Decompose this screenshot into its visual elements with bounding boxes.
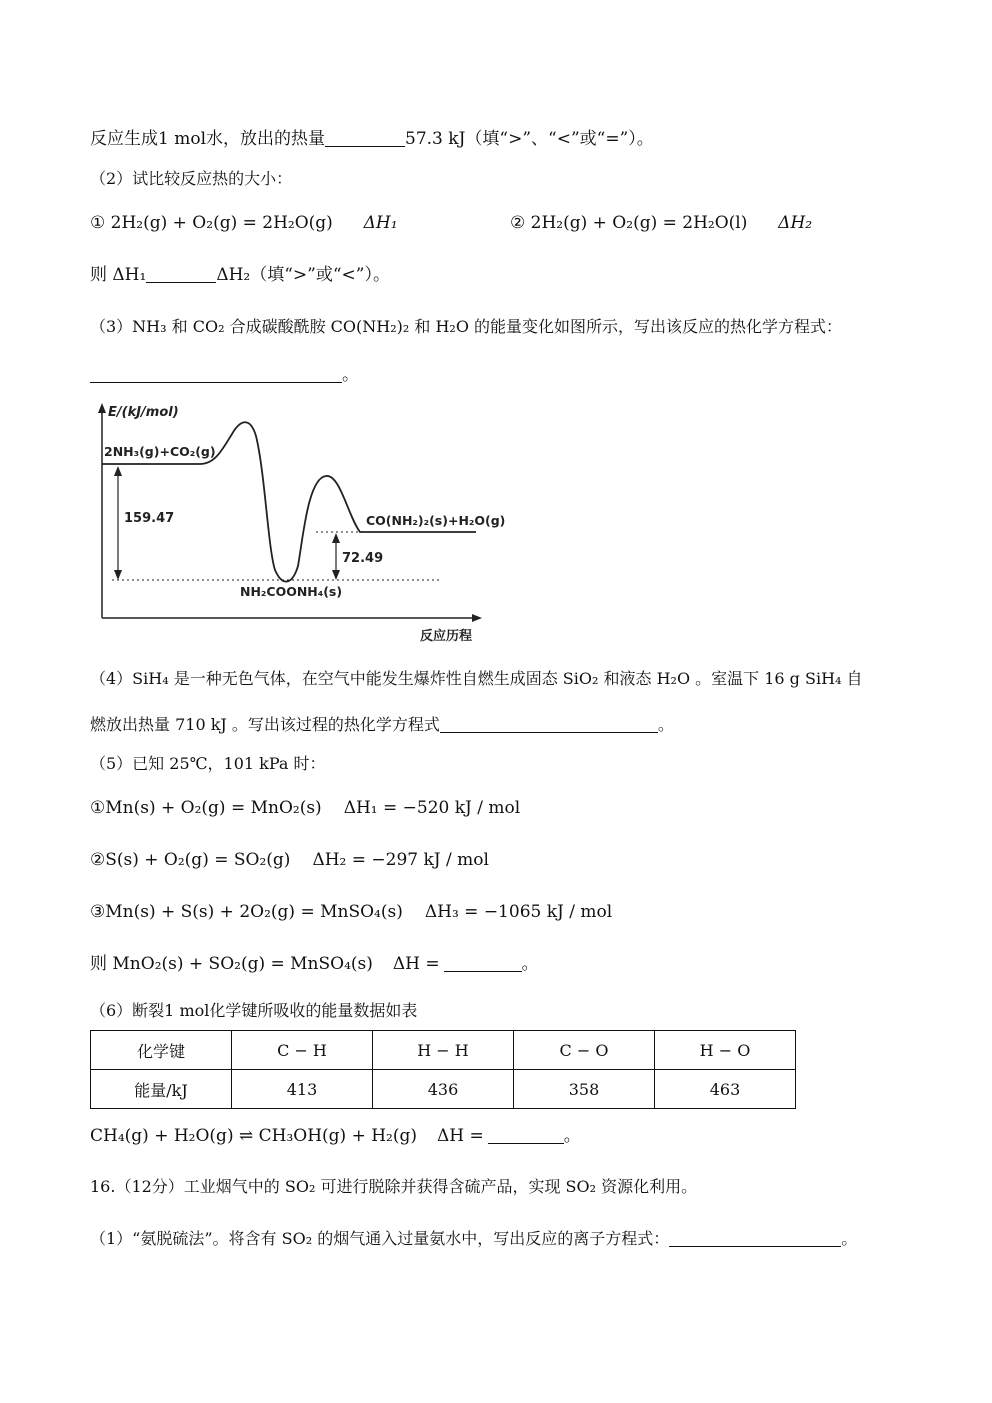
- reactants-label: 2NH₃(g)+CO₂(g): [104, 444, 216, 459]
- q4-line2-post: 。: [657, 715, 674, 734]
- products-label: CO(NH₂)₂(s)+H₂O(g): [366, 513, 506, 528]
- q4-answer-blank[interactable]: [440, 716, 658, 733]
- q2-compare-line: [90, 264, 390, 286]
- q4-line1: （4）SiH₄ 是一种无色气体，在空气中能发生爆炸性自燃生成固态 SiO₂ 和液态 H₂O 。室温下 16 g SiH₄ 自: [90, 669, 863, 688]
- q16-sub1-line: [90, 1228, 857, 1250]
- q2-eq1: 2H₂(g) + O₂(g) = 2H₂O(g): [110, 213, 333, 233]
- gap1-arrow-top: [114, 466, 122, 476]
- q6-eq-line: [90, 1125, 581, 1147]
- table-cell: 358: [514, 1070, 655, 1109]
- q2-title: （2）试比较反应热的大小：: [90, 169, 293, 188]
- table-row: [91, 1070, 796, 1109]
- q4-line2: [90, 714, 674, 736]
- q5-result-line: [90, 953, 539, 975]
- table-header-row: [91, 1031, 796, 1070]
- q3-answer-blank[interactable]: [90, 366, 342, 383]
- q3-end: 。: [342, 365, 359, 385]
- q2-eq1-num: ①: [90, 213, 106, 233]
- q5-result-dh: ΔH =: [392, 954, 440, 974]
- table-cell: 463: [655, 1070, 796, 1109]
- q5-result-post: 。: [521, 954, 539, 974]
- q16-sub1-post: 。: [841, 1229, 858, 1248]
- q2-eq2: 2H₂(g) + O₂(g) = 2H₂O(l): [530, 213, 748, 233]
- x-axis-label: 反应历程: [420, 629, 473, 644]
- q5-eq2: ②S(s) + O₂(g) = SO₂(g): [90, 850, 291, 870]
- q6-answer-blank[interactable]: [488, 1127, 564, 1144]
- q3-answer-line: [90, 364, 359, 386]
- q1-tail-pre: 反应生成1 mol水，放出的热量: [90, 129, 326, 149]
- q1-tail-line: [90, 128, 654, 150]
- table-cell: 能量/kJ: [91, 1070, 232, 1109]
- gap2-label: 72.49: [342, 551, 384, 566]
- table-header-cell: 化学键: [91, 1031, 232, 1070]
- gap2-arrow-top: [332, 533, 340, 543]
- q3-text: （3）NH₃ 和 CO₂ 合成碳酸酰胺 CO(NH₂)₂ 和 H₂O 的能量变化如图所示，写出该反应的热化学方程式：: [90, 317, 843, 336]
- y-axis-label: E/(kJ/mol): [108, 405, 179, 420]
- q5-title: （5）已知 25℃，101 kPa 时：: [90, 754, 326, 773]
- q6-dh: ΔH =: [437, 1126, 484, 1146]
- q16-answer-blank[interactable]: [669, 1230, 841, 1247]
- q5-dh3: ΔH₃ = −1065 kJ / mol: [424, 902, 613, 922]
- q2-answer-blank[interactable]: [146, 266, 216, 283]
- table-header-cell: C − H: [232, 1031, 373, 1070]
- x-axis-arrow: [472, 614, 482, 622]
- q5-eq2-line: [90, 849, 489, 871]
- q16-sub1-pre: （1）“氨脱硫法”。将含有 SO₂ 的烟气通入过量氨水中，写出反应的离子方程式：: [90, 1229, 670, 1248]
- gap2-arrow-bottom: [332, 570, 340, 580]
- gap1-label: 159.47: [124, 511, 175, 526]
- q16-title: 16.（12分）工业烟气中的 SO₂ 可进行脱除并获得含硫产品，实现 SO₂ 资源化利用。: [90, 1177, 698, 1196]
- bond-energy-table: [90, 1030, 796, 1109]
- intermediate-label: NH₂COONH₄(s): [240, 584, 343, 599]
- q5-dh2: ΔH₂ = −297 kJ / mol: [312, 850, 489, 870]
- q5-eq3-line: [90, 901, 612, 923]
- q2-eq2-num: ②: [510, 213, 526, 233]
- energy-diagram: [90, 398, 510, 648]
- q2-eq2-dh: ΔH₂: [778, 213, 813, 233]
- gap1-arrow-bottom: [114, 570, 122, 580]
- q5-eq3: ③Mn(s) + S(s) + 2O₂(g) = MnSO₄(s): [90, 902, 403, 922]
- q2-compare-pre: 则 ΔH₁: [90, 265, 147, 285]
- table-cell: 436: [373, 1070, 514, 1109]
- q1-answer-blank[interactable]: [325, 130, 405, 147]
- q5-eq1-line: [90, 797, 520, 819]
- q6-end: 。: [563, 1126, 581, 1146]
- q6-title: （6）断裂1 mol化学键所吸收的能量数据如表: [90, 1001, 418, 1020]
- y-axis-arrow: [98, 403, 106, 413]
- q2-compare-post: ΔH₂（填“>”或“<”）。: [216, 265, 390, 285]
- q5-eq1: ①Mn(s) + O₂(g) = MnO₂(s): [90, 798, 322, 818]
- q2-eq1-dh: ΔH₁: [363, 213, 398, 233]
- table-header-cell: H − O: [655, 1031, 796, 1070]
- table-header-cell: H − H: [373, 1031, 514, 1070]
- q2-eq2-line: [510, 212, 812, 234]
- table-header-cell: C − O: [514, 1031, 655, 1070]
- q6-eq: CH₄(g) + H₂O(g) ⇌ CH₃OH(g) + H₂(g): [90, 1126, 418, 1146]
- q4-line2-pre: 燃放出热量 710 kJ 。写出该过程的热化学方程式: [90, 715, 440, 734]
- q5-result-pre: 则 MnO₂(s) + SO₂(g) = MnSO₄(s): [90, 954, 373, 974]
- q2-equations-line: [90, 212, 398, 234]
- table-cell: 413: [232, 1070, 373, 1109]
- q5-dh1: ΔH₁ = −520 kJ / mol: [343, 798, 521, 818]
- q1-tail-post: 57.3 kJ（填“>”、“<”或“=”）。: [405, 129, 654, 149]
- q5-answer-blank[interactable]: [444, 955, 522, 972]
